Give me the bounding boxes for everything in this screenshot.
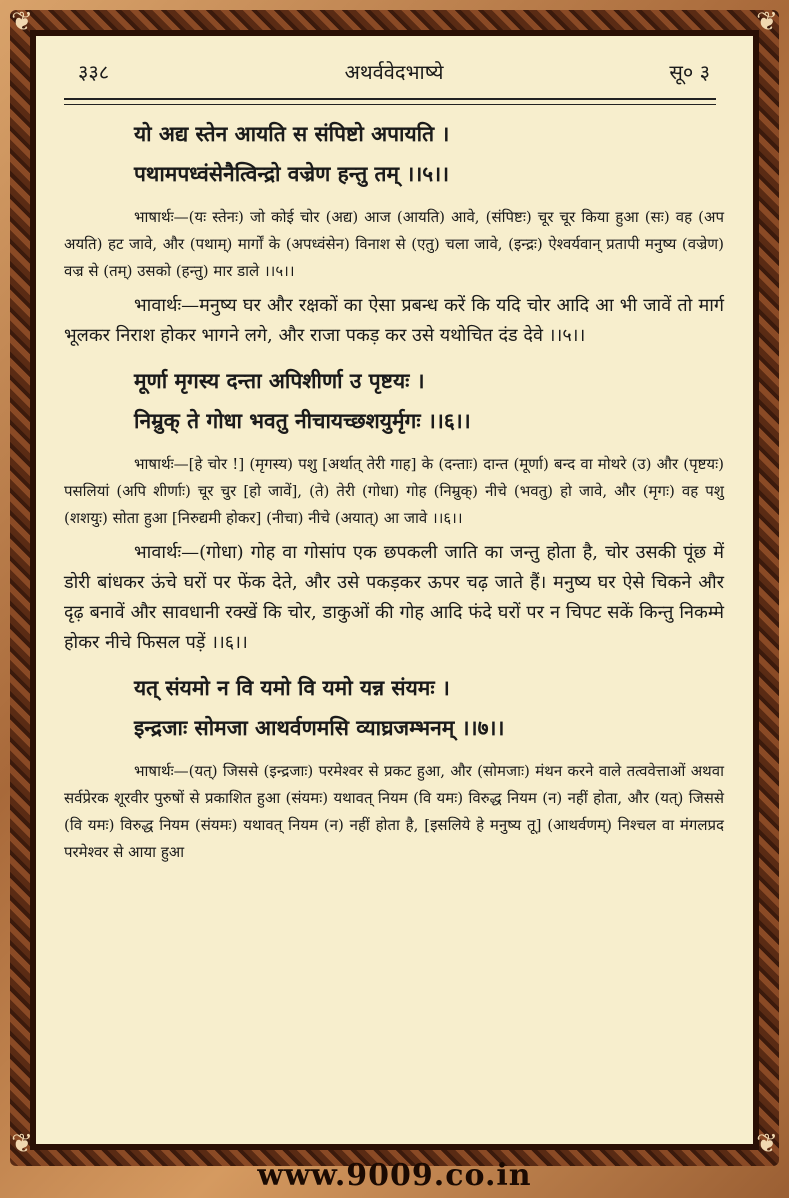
header-rule	[64, 98, 716, 105]
mantra-line: इन्द्रजाः सोमजा आथर्वणमसि व्याघ्रजम्भनम् ।।७।।	[134, 715, 505, 740]
corner-ornament-icon: ❦	[11, 7, 33, 37]
bhasharth-paragraph: भाषार्थः—(यत्) जिससे (इन्द्रजाः) परमेश्वर से प्रकट हुआ, और (सोमजाः) मंथन करने वाले तत्ववेत्ताओं अथवा सर्वप्रेरक शूरवीर पुरुषों से प्रकाशित हुआ (संयमः) यथावत् नियम (वि यमः) विरुद्ध नियम (न) नहीं होता, और (यत्) जिससे (वि यमः) विरुद्ध नियम (संयमः) यथावत् नियम (न) नहीं होता है, [इसलिये हे मनुष्य तू] (आथर्वणम्) निश्चल वा मंगलप्रद परमेश्वर से आया हुआ	[64, 762, 724, 861]
book-title: अथर्ववेदभाष्ये	[344, 60, 444, 84]
corner-ornament-icon: ❦	[11, 1129, 33, 1159]
bhavarth-paragraph: भावार्थः—(गोधा) गोह वा गोसांप एक छपकली जाति का जन्तु होता है, चोर उसकी पूंछ में डोरी बांधकर ऊंचे घरों पर फेंक देते, और उसे पकड़कर ऊपर चढ़ जाते हैं। मनुष्य घर ऐसे चिकने और दृढ़ बनावें और सावधानी रक्खें कि चोर, डाकुओं की गोह आदि फंदे घरों पर न चिपट सकें किन्तु निकम्मे होकर नीचे फिसल पड़ें ।।६।।	[64, 542, 724, 653]
mantra-line: यत् संयमो न वि यमो वि यमो यन्न संयमः ।	[134, 675, 450, 700]
book-page	[36, 36, 753, 1144]
bhasharth-paragraph: भाषार्थः—[हे चोर !] (मृगस्य) पशु [अर्थात् तेरी गाह] के (दन्ताः) दान्त (मूर्णा) बन्द वा मोथरे (उ) और (पृष्टयः) पसलियां (अपि शीर्णाः) चूर चुर [हो जावें], (ते) तेरी (गोधा) गोह (निम्रुक्) नीचे (भवतु) हो जावे, और (मृगः) वह पशु (शशयुः) सोता हुआ [निरुद्यमी होकर] (नीचा) नीचे (अयात्) आ जावे ।।६।।	[64, 455, 724, 527]
mantra-line: पथामपध्वंसेनैत्विन्द्रो वज्रेण हन्तु तम् ।।५।।	[134, 161, 450, 186]
corner-ornament-icon: ❦	[756, 7, 778, 37]
page-number: ३३८	[78, 60, 110, 84]
website-url: www.9009.co.in	[257, 1158, 532, 1193]
page-content	[64, 114, 724, 866]
page-header	[64, 58, 724, 88]
bhasharth-paragraph: भाषार्थः—(यः स्तेनः) जो कोई चोर (अद्य) आज (आयति) आवे, (संपिष्टः) चूर चूर किया हुआ (सः) वह (अप अयति) हट जावे, और (पथाम्) मार्गों के (अपध्वंसेन) विनाश से (एतु) चला जावे, (इन्द्रः) ऐश्वर्यवान् प्रतापी मनुष्य (वज्रेण) वज्र से (तम्) उसको (हन्तु) मार डाले ।।५।।	[64, 208, 724, 280]
bhavarth-paragraph: भावार्थः—मनुष्य घर और रक्षकों का ऐसा प्रबन्ध करें कि यदि चोर आदि आ भी जावें तो मार्ग भूलकर निराश होकर भागने लगे, और राजा पकड़ कर उसे यथोचित दंड देवे ।।५।।	[64, 295, 724, 346]
mantra-line: यो अद्य स्तेन आयति स संपिष्टो अपायति ।	[134, 121, 450, 146]
corner-ornament-icon: ❦	[756, 1129, 778, 1159]
mantra-line: निम्रुक् ते गोधा भवतु नीचायच्छशयुर्मृगः ।।६।।	[134, 408, 471, 433]
sukta-number: सू० ३	[669, 60, 710, 84]
mantra-line: मूर्णा मृगस्य दन्ता अपिशीर्णा उ पृष्टयः ।	[134, 368, 425, 393]
